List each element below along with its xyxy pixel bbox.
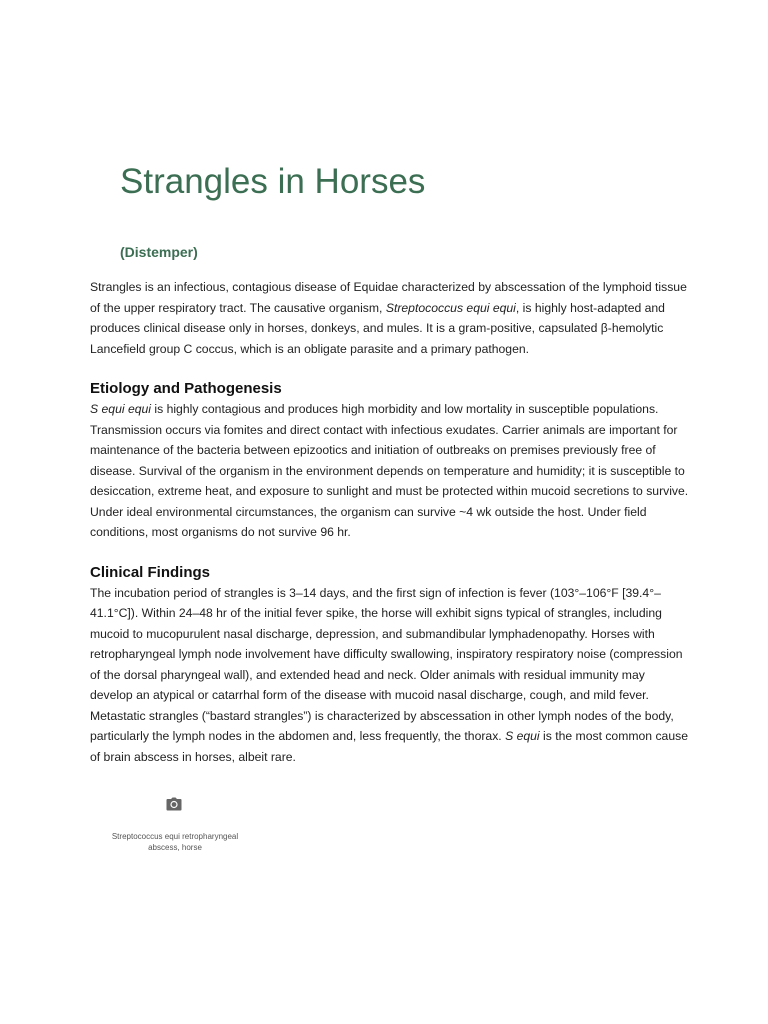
organism-name: S equi — [505, 729, 540, 743]
camera-icon[interactable] — [166, 797, 182, 811]
organism-name: S equi equi — [90, 402, 151, 416]
organism-name: Streptococcus equi equi — [385, 300, 516, 315]
clinical-findings-paragraph: The incubation period of strangles is 3–14 days, and the first sign of infection is fever (103°–106°F [39.4°–41.1°C]). Within 24–48 hr of the initial fever spike, the horse will exhibit signs typical of strangles, including mucoid to mucopurulent nasal discharge, depression, and submandibular lymphadenopathy. Horses with retropharyngeal lymph node involvement have difficulty swallowing, inspiratory respiratory noise (compression of the dorsal pharyngeal wall), and extended head and neck. Older animals with residual immunity may develop an atypical or catarrhal form of the disease with mucoid nasal discharge, cough, and mild fever. Metastatic strangles (“bastard strangles”) is characterized by abscessation in other lymph nodes of the body, particularly the lymph nodes in the abdomen and, less frequently, the thorax. S equi is the most common cause of brain abscess in horses, albeit rare. — [90, 585, 688, 764]
figure[interactable] — [110, 797, 240, 853]
etiology-paragraph: S equi equi is highly contagious and produces high morbidity and low mortality in susceptible populations. Transmission occurs via fomites and direct contact with infectious exudates. Carrier animals are important for maintenance of the bacteria between epizootics and initiation of outbreaks on premises previously free of disease. Survival of the organism in the environment depends on temperature and humidity; it is susceptible to desiccation, extreme heat, and exposure to sunlight and must be protected within mucoid secretions to survive. Under ideal environmental circumstances, the organism can survive ~4 wk outside the host. Under field conditions, most organisms do not survive 96 hr. — [90, 402, 689, 539]
intro-paragraph: Strangles is an infectious, contagious disease of Equidae characterized by abscessation of the lymphoid tissue of the upper respiratory tract. The causative organism, Streptococcus equi equi, is highly host-adapted and produces clinical disease only in horses, donkeys, and mules. It is a gram-positive, capsulated β-hemolytic Lancefield group C coccus, which is an obligate parasite and a primary pathogen. — [90, 280, 687, 356]
page-subtitle: (Distemper) — [120, 244, 198, 260]
etiology-heading: Etiology and Pathogenesis — [90, 380, 282, 397]
figure-caption: Streptococcus equi retropharyngeal abscess, horse — [111, 832, 239, 852]
page-title: Strangles in Horses — [120, 162, 426, 201]
clinical-findings-heading: Clinical Findings — [90, 563, 211, 581]
article-body — [90, 277, 690, 767]
